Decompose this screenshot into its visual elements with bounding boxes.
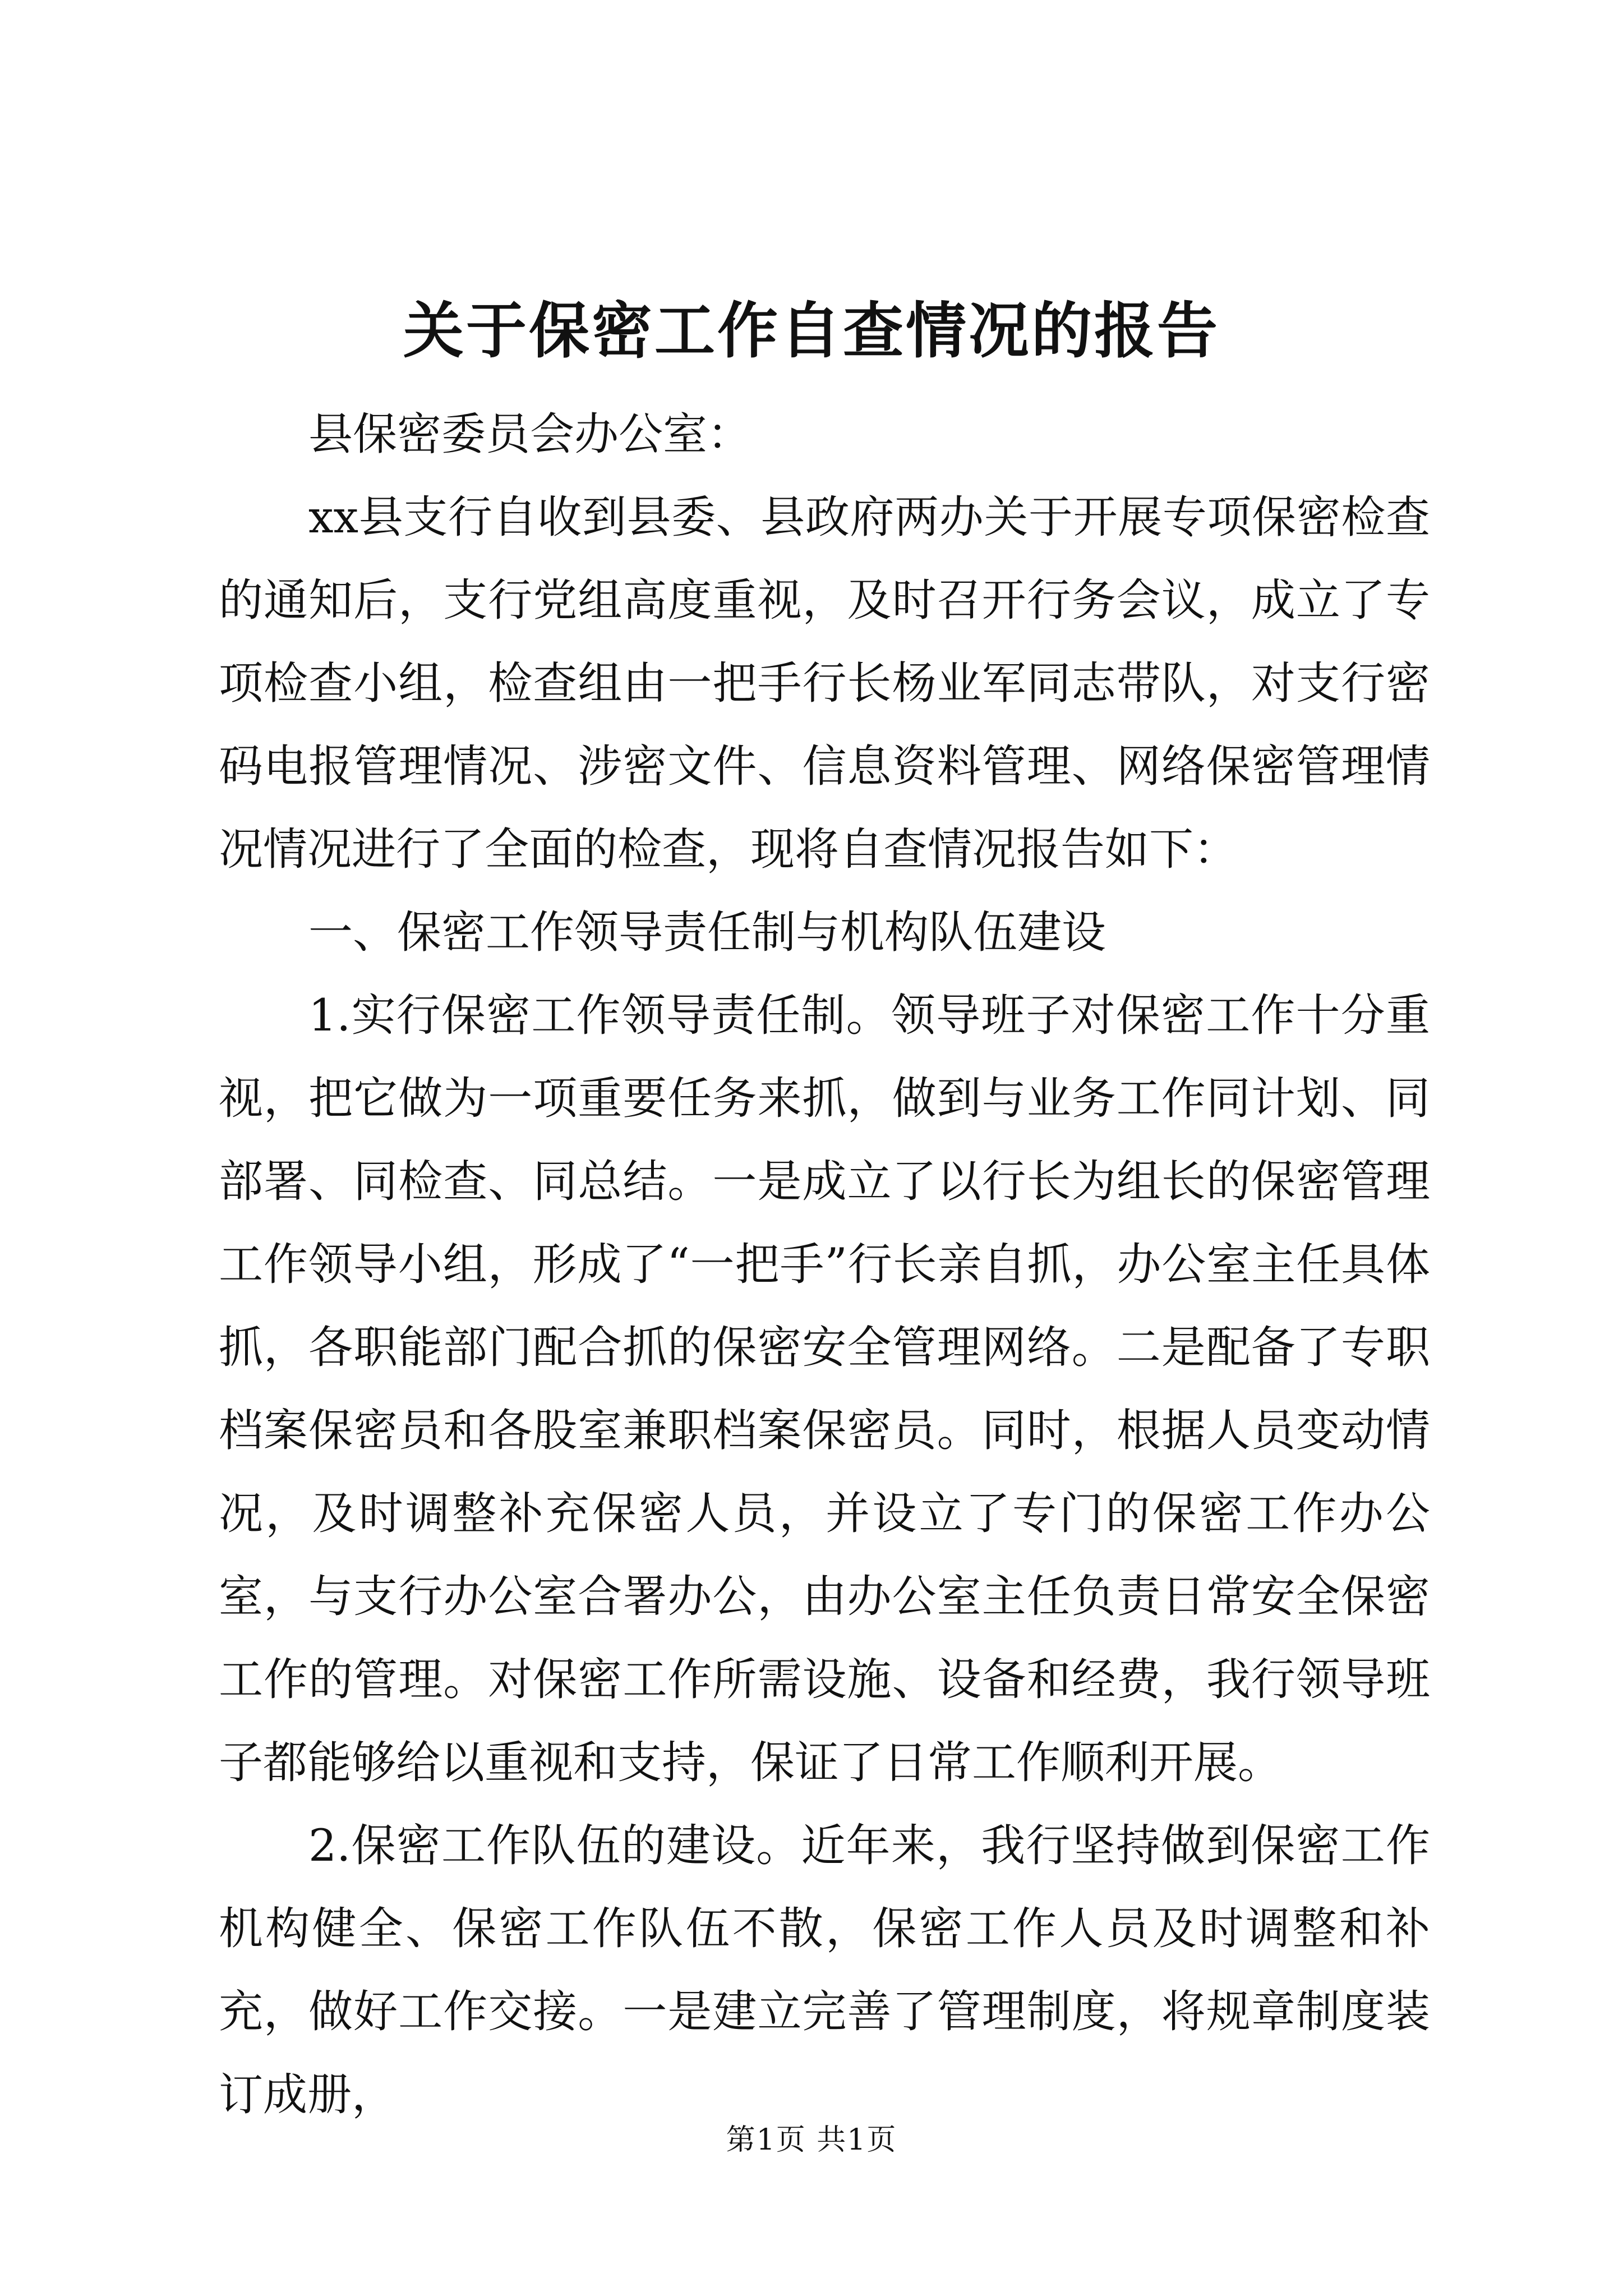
page-title: 关于保密工作自查情况的报告 (403, 296, 1220, 366)
salutation: 县保密委员会办公室： (308, 408, 751, 460)
page-footer: 第1页 共1页 (726, 2123, 897, 2157)
paragraph-2: 2.保密工作队伍的建设。近年来，我行坚持做到保密工作机构健全、保密工作队伍不散，保密工作人员及时调整和补充，做好工作交接。一是建立完善了管理制度，将规章制度装订成册， (219, 1820, 1430, 2120)
paragraph-intro: xx县支行自收到县委、县政府两办关于开展专项保密检查的通知后，支行党组高度重视，及时召开行务会议，成立了专项检查小组，检查组由一把手行长杨业军同志带队，对支行密码电报管理情况、涉密文件、信息资料管理、网络保密管理情况情况进行了全面的检查，现将自查情况报告如下： (219, 491, 1430, 875)
paragraph-1: 1.实行保密工作领导责任制。领导班子对保密工作十分重视，把它做为一项重要任务来抓，做到与业务工作同计划、同部署、同检查、同总结。一是成立了以行长为组长的保密管理工作领导小组，形成了“一把手”行长亲自抓，办公室主任具体抓，各职能部门配合抓的保密安全管理网络。二是配备了专职档案保密员和各股室兼职档案保密员。同时，根据人员变动情况，及时调整补充保密人员，并设立了专门的保密工作办公室，与支行办公室合署办公，由办公室主任负责日常安全保密工作的管理。对保密工作所需设施、设备和经费，我行领导班子都能够给以重视和支持，保证了日常工作顺利开展。 (219, 990, 1430, 1788)
section-heading: 一、保密工作领导责任制与机构队伍建设 (308, 907, 1106, 958)
document-body (219, 393, 1430, 2136)
